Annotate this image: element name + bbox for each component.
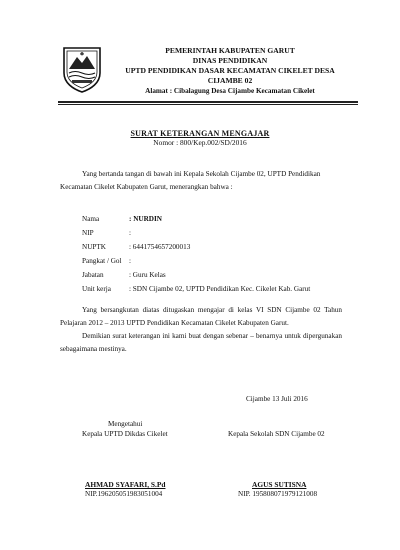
assignment-text: Yang bersangkutan diatas ditugaskan mengajar di kelas VI SDN Cijambe 02 Tahun Pelajaran 2012 – 2013 UPTD Pendidikan Kecamatan Cikelet Kabupaten Garut. (60, 306, 342, 327)
left-signer-title: Kepala UPTD Dikdas Cikelet (82, 430, 168, 438)
opening-paragraph (60, 168, 340, 194)
identity-value-rank: : (129, 257, 131, 265)
identity-label-rank: Pangkat / Gol (82, 257, 122, 265)
identity-value-position: : Guru Kelas (129, 271, 166, 279)
letterhead-address: Alamat : Cibalagung Desa Cijambe Kecamatan Cikelet (145, 87, 315, 95)
identity-value-unit: : SDN Cijambe 02, UPTD Pendidikan Kec. Cikelet Kab. Garut (129, 285, 311, 293)
letterhead-line-3: UPTD PENDIDIKAN DASAR KECAMATAN CIKELET DESA (125, 66, 335, 75)
letterhead-line-2: DINAS PENDIDIKAN (192, 56, 268, 65)
identity-label-name: Nama (82, 215, 100, 223)
right-signer-name: AGUS SUTISNA (252, 480, 307, 489)
left-signer-name: AHMAD SYAFARI, S.Pd (85, 480, 166, 489)
identity-label-nip: NIP (82, 229, 94, 237)
closing-text: Demikian surat keterangan ini kami buat dengan sebenar – benarnya untuk dipergunakan sebagaimana mestinya. (60, 332, 342, 353)
closing-paragraph (60, 330, 342, 356)
assignment-paragraph (60, 304, 342, 330)
letterhead-line-4: CIJAMBE 02 (207, 76, 253, 85)
opening-rest: Kecamatan Cikelet Kabupaten Garut, menerangkan bahwa : (60, 183, 233, 191)
identity-value-nuptk: : 6441754657200013 (129, 243, 191, 251)
document-number: Nomor : 800/Kep.002/SD/2016 (153, 138, 247, 147)
acknowledge-label: Mengetahui (108, 420, 143, 428)
letterhead-line-1: PEMERINTAH KABUPATEN GARUT (165, 46, 295, 55)
left-signer-nip: NIP.196205051983051004 (85, 490, 163, 498)
identity-value-name: : NURDIN (129, 215, 162, 223)
letterhead-rule-thick (58, 101, 358, 103)
letterhead-rule-thin (58, 104, 358, 105)
signature-date: Cijambe 13 Juli 2016 (246, 395, 308, 403)
identity-label-position: Jabatan (82, 271, 104, 279)
identity-label-nuptk: NUPTK (82, 243, 106, 251)
right-signer-nip: NIP. 195808071979121008 (238, 490, 318, 498)
right-signer-title: Kepala Sekolah SDN Cijambe 02 (228, 430, 325, 438)
identity-value-nip: : (129, 229, 131, 237)
document-title: SURAT KETERANGAN MENGAJAR (130, 129, 270, 138)
opening-first-line: Yang bertanda tangan di bawah ini Kepala Sekolah Cijambe 02, UPTD Pendidikan (82, 170, 321, 178)
identity-label-unit: Unit kerja (82, 285, 111, 293)
